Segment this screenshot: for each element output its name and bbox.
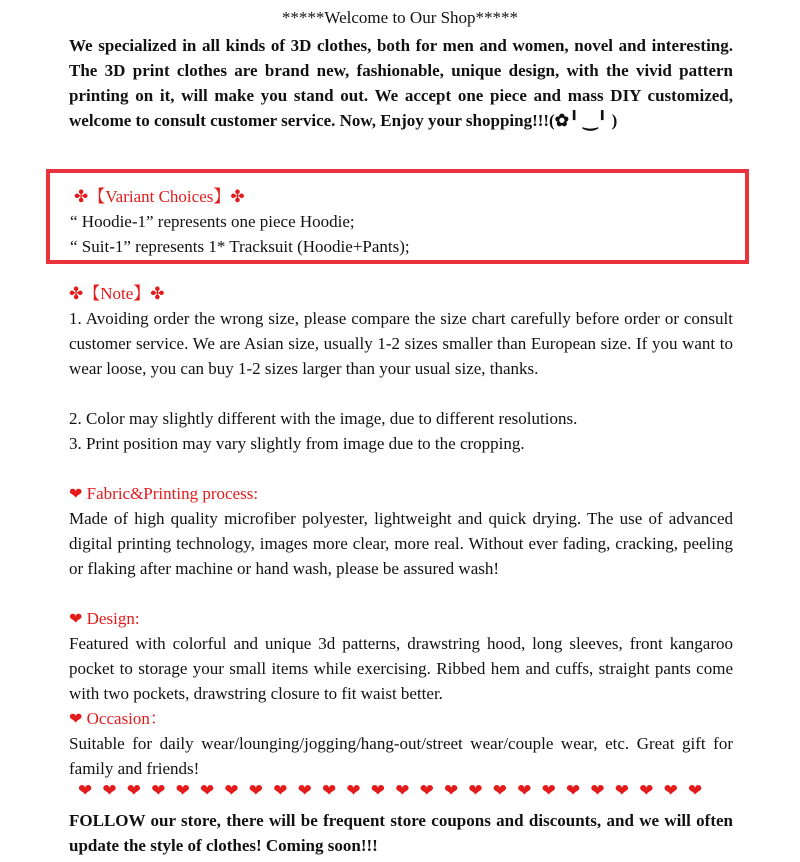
- flower-icon: ✤: [69, 284, 84, 303]
- heart-icon: ❤: [663, 781, 678, 800]
- flower-icon: ✤: [150, 284, 165, 303]
- heart-icon: ❤: [444, 781, 459, 800]
- heart-icon: ❤: [102, 781, 117, 800]
- heart-icon: ❤: [200, 781, 215, 800]
- fabric-text: Made of high quality microfiber polyester, lightweight and quick drying. The use of advanced digital printing technology, images more clear, more real. Without ever fading, cracking, peeling or flaking after machine or hand wash, please be assured wash!: [69, 509, 733, 578]
- fabric-label: Fabric&Printing process:: [86, 484, 259, 503]
- follow-paragraph: FOLLOW our store, there will be frequent store coupons and discounts, and we will often update the style of clothes! Coming soon!!!: [69, 811, 733, 855]
- heart-icon: ❤: [273, 781, 288, 800]
- variant-choices-box: [46, 169, 749, 264]
- heart-icon: ❤: [151, 781, 166, 800]
- occasion-label: Occasion：: [86, 709, 167, 728]
- heart-icon: ❤: [566, 781, 581, 800]
- heart-icon: ❤: [639, 781, 654, 800]
- heart-icon: ❤: [541, 781, 556, 800]
- occasion-text: Suitable for daily wear/lounging/jogging/hang-out/street wear/couple wear, etc. Great gift for family and friends!: [69, 734, 733, 778]
- heart-icon: ❤: [590, 781, 605, 800]
- heart-icon: ❤: [492, 781, 508, 800]
- heart-icon: ❤: [78, 781, 93, 800]
- flower-icon: ✤: [74, 187, 89, 206]
- heart-icon: ❤: [395, 781, 410, 800]
- heart-icon: ❤: [248, 781, 264, 800]
- design-label: Design:: [86, 609, 140, 628]
- heart-icon: ❤: [69, 611, 83, 628]
- hearts-divider: [78, 781, 718, 801]
- heart-icon: ❤: [370, 781, 386, 800]
- heart-icon: ❤: [614, 781, 630, 800]
- variant-line-suit: “ Suit-1” represents 1* Tracksuit (Hoodie+Pants);: [70, 237, 410, 256]
- heart-icon: ❤: [297, 781, 312, 800]
- flower-icon: ✤: [230, 187, 245, 206]
- note-item-2: 2. Color may slightly different with the image, due to different resolutions.: [69, 409, 578, 428]
- note-title: [69, 281, 733, 306]
- variant-choices-label: 【Variant Choices】: [88, 187, 231, 206]
- note-item-3: 3. Print position may vary slightly from image due to the cropping.: [69, 434, 525, 453]
- intro-paragraph: We specialized in all kinds of 3D clothes, both for men and women, novel and interesting. The 3D print clothes are brand new, fashionable, unique design, with the vivid pattern printing on it, will make you stand out. We accept one piece and mass DIY customized, welcome to consult customer service. Now, Enjoy your shopping!!!(✿╹ ‿╹ ): [69, 36, 733, 130]
- heart-icon: ❤: [69, 711, 83, 728]
- heart-icon: ❤: [322, 781, 337, 800]
- heart-icon: ❤: [126, 781, 142, 800]
- design-title: [69, 606, 733, 632]
- fabric-title: [69, 481, 733, 507]
- heart-icon: ❤: [224, 781, 239, 800]
- heart-icon: ❤: [419, 781, 434, 800]
- heart-icon: ❤: [688, 781, 703, 800]
- heart-icon: ❤: [69, 486, 83, 503]
- note-item-1: 1. Avoiding order the wrong size, please compare the size chart carefully before order or consult customer service. We are Asian size, usually 1-2 sizes smaller than European size. If you want to wear loose, you can buy 1-2 sizes larger than your usual size, thanks.: [69, 309, 733, 378]
- heart-icon: ❤: [468, 781, 483, 800]
- welcome-heading: *****Welcome to Our Shop*****: [281, 8, 519, 27]
- heart-icon: ❤: [346, 781, 361, 800]
- variant-line-hoodie: “ Hoodie-1” represents one piece Hoodie;: [70, 212, 355, 231]
- heart-icon: ❤: [517, 781, 532, 800]
- note-label: 【Note】: [83, 284, 151, 303]
- occasion-title: [69, 706, 733, 732]
- variant-choices-title: [74, 184, 245, 209]
- heart-icon: ❤: [175, 781, 190, 800]
- design-text: Featured with colorful and unique 3d patterns, drawstring hood, long sleeves, front kangaroo pocket to storage your small items while exercising. Ribbed hem and cuffs, straight pants come with two pockets, drawstring closure to fit waist better.: [69, 634, 733, 703]
